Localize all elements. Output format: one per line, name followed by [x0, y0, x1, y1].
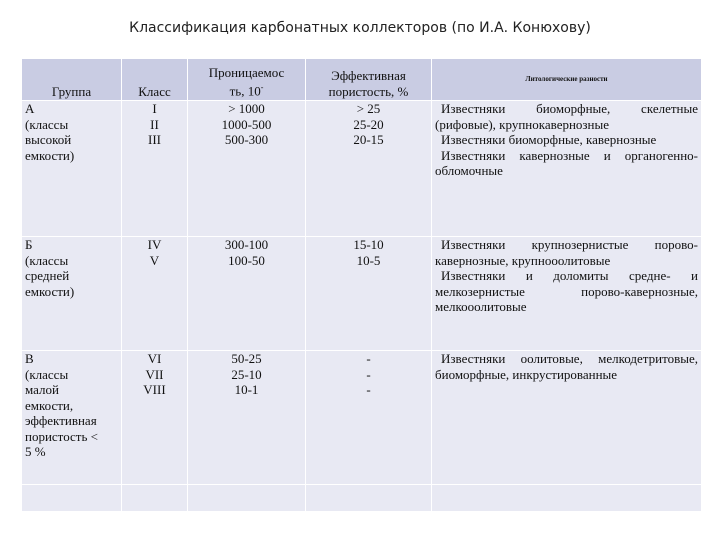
group-line: малой	[25, 382, 59, 397]
lithology-entry: Известняки оолитовые, мелкодетритовые, биоморфные, инкрустированные	[435, 351, 698, 382]
group-line: А	[25, 101, 35, 116]
class-value: VI	[147, 351, 162, 366]
permeability-value: 25-10	[231, 366, 262, 382]
cell-class	[122, 101, 188, 237]
empty-cell	[122, 485, 188, 512]
permeability-value: 10-1	[234, 382, 259, 397]
empty-cell	[306, 485, 432, 512]
lithology-entry: Известняки биоморфные, скелетные (рифовые), крупнокавернозные	[435, 101, 698, 132]
header-permeability	[188, 59, 306, 101]
group-line: средней	[25, 268, 70, 283]
group-line: емкости)	[25, 147, 75, 163]
header-permeability-line1: Проницаемос	[208, 64, 285, 80]
lithology-entry: Известняки и доломиты средне- и мелкозернистые порово-кавернозные, мелкооолитовые	[435, 268, 698, 314]
group-line: Б	[25, 237, 33, 252]
group-line: высокой	[25, 132, 72, 147]
group-line: (классы	[25, 116, 69, 132]
group-line: емкости,	[25, 397, 74, 413]
header-porosity-line1: Эффективная	[331, 68, 406, 83]
permeability-value: > 1000	[228, 101, 265, 116]
classification-table	[21, 58, 702, 512]
cell-class	[122, 351, 188, 485]
table-header-row	[22, 59, 702, 101]
group-line: 5 %	[25, 444, 46, 459]
cell-group	[22, 101, 122, 237]
cell-lithology	[432, 351, 702, 485]
porosity-value: -	[366, 366, 371, 382]
class-value: I	[152, 101, 157, 116]
class-value: II	[150, 116, 159, 132]
cell-group	[22, 351, 122, 485]
cell-permeability	[188, 237, 306, 351]
header-class: Класс	[122, 59, 188, 101]
permeability-value: 50-25	[231, 351, 262, 366]
lithology-entry: Известняки биоморфные, кавернозные	[441, 132, 657, 147]
empty-cell	[22, 485, 122, 512]
table-row	[22, 237, 702, 351]
porosity-value: 20-15	[353, 132, 384, 147]
porosity-value: 10-5	[356, 252, 381, 268]
cell-permeability	[188, 351, 306, 485]
cell-permeability	[188, 101, 306, 237]
header-permeability-line2: ть, 10	[229, 83, 261, 99]
group-line: емкости)	[25, 283, 75, 299]
permeability-value: 100-50	[228, 252, 265, 268]
table-row	[22, 101, 702, 237]
lithology-entry: Известняки крупнозернистые порово-кавернозные, крупнооолитовые	[435, 237, 698, 268]
lithology-entry: Известняки кавернозные и органогенно-обломочные	[435, 147, 698, 178]
group-line: (классы	[25, 366, 69, 382]
class-value: VII	[145, 366, 164, 382]
table-row	[22, 351, 702, 485]
empty-cell	[188, 485, 306, 512]
cell-group	[22, 237, 122, 351]
porosity-value: -	[366, 382, 371, 397]
group-line: эффективная	[25, 413, 97, 428]
group-line: В	[25, 351, 34, 366]
porosity-value: 15-10	[353, 237, 384, 252]
page-title: Классификация карбонатных коллекторов (по И.А. Конюхову)	[129, 20, 591, 36]
cell-porosity	[306, 351, 432, 485]
empty-cell	[432, 485, 702, 512]
permeability-value: 1000-500	[221, 116, 272, 132]
class-value: V	[149, 252, 160, 268]
group-line: (классы	[25, 252, 69, 268]
header-porosity-line2: пористость, %	[328, 83, 409, 99]
porosity-value: -	[366, 351, 371, 366]
class-value: VIII	[143, 382, 166, 397]
cell-lithology	[432, 237, 702, 351]
cell-lithology	[432, 101, 702, 237]
cell-porosity	[306, 101, 432, 237]
header-porosity	[306, 59, 432, 101]
porosity-value: > 25	[356, 101, 381, 116]
table-row-empty	[22, 485, 702, 512]
porosity-value: 25-20	[353, 116, 384, 132]
group-line: пористость <	[25, 428, 98, 444]
cell-class	[122, 237, 188, 351]
class-value: IV	[147, 237, 162, 252]
permeability-value: 500-300	[224, 132, 269, 147]
header-permeability-sup: -	[260, 83, 264, 93]
cell-porosity	[306, 237, 432, 351]
class-value: III	[148, 132, 161, 147]
header-group: Группа	[22, 59, 122, 101]
permeability-value: 300-100	[224, 237, 269, 252]
header-lithology: Литологические разности	[432, 59, 702, 101]
